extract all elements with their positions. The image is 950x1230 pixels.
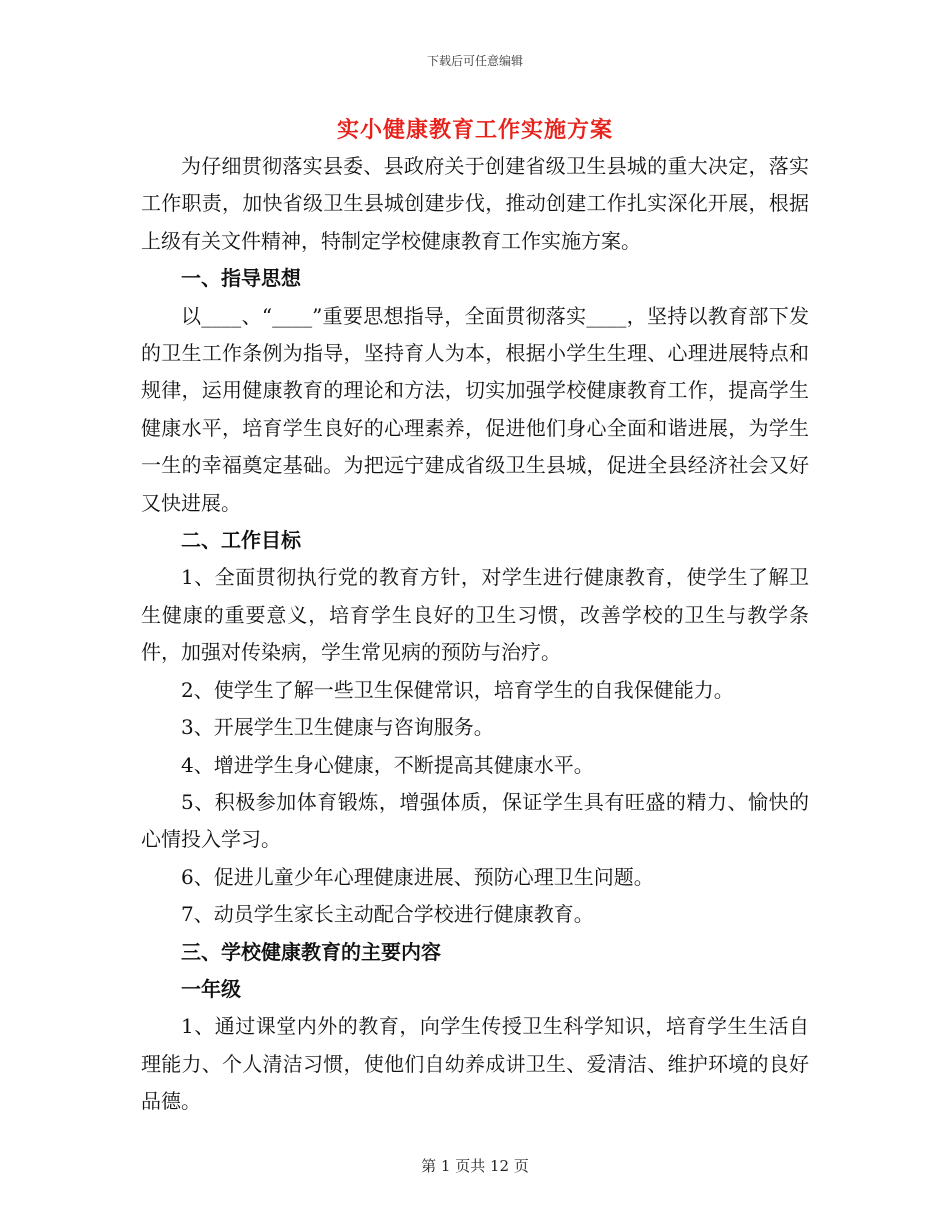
document-title: 实小健康教育工作实施方案 [336,117,613,143]
document-body [141,148,809,1121]
guiding-ideology-paragraph: 以____、“____”重要思想指导，全面贯彻落实____，坚持以教育部下发的卫生工作条例为指导，坚持育人为本，根据小学生生理、心理进展特点和规律，运用健康教育的理论和方法，切实加强学校健康教育工作，提高学生健康水平，培育学生良好的心理素养，促进他们身心全面和谐进展，为学生一生的幸福奠定基础。为把远宁建成省级卫生县城，促进全县经济社会又好又快进展。 [141,303,809,515]
section-heading-guiding-ideology: 一、指导思想 [181,266,301,291]
goal-item: 7、动员学生家长主动配合学校进行健康教育。 [181,902,594,927]
goal-item: 4、增进学生身心健康，不断提高其健康水平。 [181,752,594,777]
goal-item: 3、开展学生卫生健康与咨询服务。 [181,715,494,740]
goal-item: 6、促进儿童少年心理健康进展、预防心理卫生问题。 [181,864,654,889]
content-item: 1、通过课堂内外的教育，向学生传授卫生科学知识，培育学生生活自理能力、个人清洁习惯，使他们自幼养成讲卫生、爱清洁、维护环境的良好品德。 [141,1014,809,1114]
intro-paragraph: 为仔细贯彻落实县委、县政府关于创建省级卫生县城的重大决定，落实工作职责，加快省级卫生县城创建步伐，推动创建工作扎实深化开展，根据上级有关文件精神，特制定学校健康教育工作实施方案。 [141,154,809,253]
goal-item: 5、积极参加体育锻炼，增强体质，保证学生具有旺盛的精力、愉快的心情投入学习。 [141,789,809,852]
header-note: 下载后可任意编辑 [426,54,523,68]
subheading-grade-one: 一年级 [181,976,241,1001]
section-heading-main-content: 三、学校健康教育的主要内容 [181,939,441,964]
page-footer: 第 1 页共 12 页 [421,1157,529,1175]
goal-item: 1、全面贯彻执行党的教育方针，对学生进行健康教育，使学生了解卫生健康的重要意义，培育学生良好的卫生习惯，改善学校的卫生与教学条件，加强对传染病，学生常见病的预防与治疗。 [141,565,809,665]
section-heading-work-goals: 二、工作目标 [181,528,301,553]
goal-item: 2、使学生了解一些卫生保健常识，培育学生的自我保健能力。 [181,677,734,702]
